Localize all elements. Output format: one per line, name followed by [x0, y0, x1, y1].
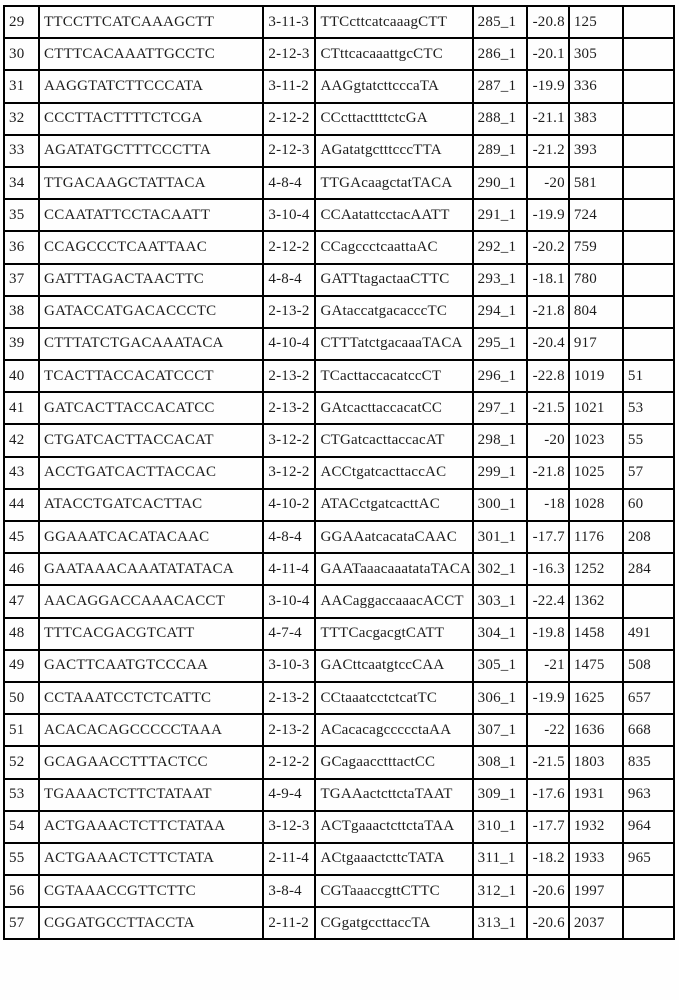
note-cell: 60 [623, 489, 674, 521]
probe-id-cell: 306_1 [473, 682, 527, 714]
sequence-cell: TCACTTACCACATCCCT [39, 360, 263, 392]
row-number-cell: 55 [4, 843, 39, 875]
score-cell: -19.9 [527, 70, 569, 102]
score-cell: -21.5 [527, 746, 569, 778]
pattern-cell: 2-13-2 [263, 682, 315, 714]
note-cell: 835 [623, 746, 674, 778]
pattern-cell: 3-10-4 [263, 585, 315, 617]
masked-sequence-cell: GACttcaatgtccCAA [315, 650, 472, 682]
masked-sequence-cell: AAGgtatcttcccaTA [315, 70, 472, 102]
table-row [4, 231, 674, 263]
score-cell: -20 [527, 424, 569, 456]
score-cell: -19.9 [527, 199, 569, 231]
pattern-cell: 2-13-2 [263, 296, 315, 328]
sequence-cell: GATTTAGACTAACTTC [39, 264, 263, 296]
pattern-cell: 4-10-4 [263, 328, 315, 360]
masked-sequence-cell: ACtgaaactcttcTATA [315, 843, 472, 875]
masked-sequence-cell: TGAAactcttctaTAAT [315, 779, 472, 811]
masked-sequence-cell: TTTCacgacgtCATT [315, 618, 472, 650]
table-row [4, 618, 674, 650]
score-cell: -22.4 [527, 585, 569, 617]
table-row [4, 650, 674, 682]
sequence-cell: TGAAACTCTTCTATAAT [39, 779, 263, 811]
sequence-cell: CGTAAACCGTTCTTC [39, 875, 263, 907]
sequence-cell: ACTGAAACTCTTCTATA [39, 843, 263, 875]
probe-id-cell: 299_1 [473, 457, 527, 489]
score-cell: -20.8 [527, 6, 569, 38]
probe-id-cell: 310_1 [473, 811, 527, 843]
pattern-cell: 2-11-4 [263, 843, 315, 875]
position-cell: 305 [569, 38, 623, 70]
masked-sequence-cell: GGAAatcacataCAAC [315, 521, 472, 553]
probe-id-cell: 295_1 [473, 328, 527, 360]
note-cell [623, 231, 674, 263]
pattern-cell: 2-13-2 [263, 360, 315, 392]
table-row [4, 779, 674, 811]
position-cell: 393 [569, 135, 623, 167]
pattern-cell: 3-12-2 [263, 424, 315, 456]
probe-id-cell: 296_1 [473, 360, 527, 392]
score-cell: -18 [527, 489, 569, 521]
position-cell: 804 [569, 296, 623, 328]
note-cell: 668 [623, 714, 674, 746]
note-cell [623, 328, 674, 360]
table-row [4, 457, 674, 489]
score-cell: -17.7 [527, 811, 569, 843]
pattern-cell: 4-10-2 [263, 489, 315, 521]
row-number-cell: 48 [4, 618, 39, 650]
pattern-cell: 2-12-2 [263, 746, 315, 778]
masked-sequence-cell: GATTtagactaaCTTC [315, 264, 472, 296]
table-row [4, 328, 674, 360]
position-cell: 1252 [569, 553, 623, 585]
position-cell: 1028 [569, 489, 623, 521]
pattern-cell: 2-12-2 [263, 103, 315, 135]
probe-id-cell: 291_1 [473, 199, 527, 231]
pattern-cell: 2-13-2 [263, 714, 315, 746]
note-cell: 55 [623, 424, 674, 456]
table-row [4, 103, 674, 135]
masked-sequence-cell: TTCcttcatcaaagCTT [315, 6, 472, 38]
masked-sequence-cell: CCAatattcctacAATT [315, 199, 472, 231]
score-cell: -20.6 [527, 907, 569, 939]
row-number-cell: 56 [4, 875, 39, 907]
note-cell [623, 585, 674, 617]
position-cell: 1021 [569, 392, 623, 424]
position-cell: 759 [569, 231, 623, 263]
row-number-cell: 44 [4, 489, 39, 521]
row-number-cell: 41 [4, 392, 39, 424]
position-cell: 1023 [569, 424, 623, 456]
probe-id-cell: 307_1 [473, 714, 527, 746]
note-cell: 963 [623, 779, 674, 811]
masked-sequence-cell: CCtaaatcctctcatTC [315, 682, 472, 714]
masked-sequence-cell: TTGAcaagctatTACA [315, 167, 472, 199]
score-cell: -19.8 [527, 618, 569, 650]
note-cell [623, 264, 674, 296]
sequence-cell: GATACCATGACACCCTC [39, 296, 263, 328]
row-number-cell: 32 [4, 103, 39, 135]
score-cell: -20.1 [527, 38, 569, 70]
masked-sequence-cell: CTTTatctgacaaaTACA [315, 328, 472, 360]
row-number-cell: 40 [4, 360, 39, 392]
table-row [4, 585, 674, 617]
row-number-cell: 35 [4, 199, 39, 231]
note-cell: 508 [623, 650, 674, 682]
masked-sequence-cell: ACTgaaactcttctaTAA [315, 811, 472, 843]
row-number-cell: 51 [4, 714, 39, 746]
probe-id-cell: 297_1 [473, 392, 527, 424]
masked-sequence-cell: ACCtgatcacttaccAC [315, 457, 472, 489]
probe-id-cell: 311_1 [473, 843, 527, 875]
score-cell: -17.6 [527, 779, 569, 811]
score-cell: -21.5 [527, 392, 569, 424]
score-cell: -16.3 [527, 553, 569, 585]
table-row [4, 392, 674, 424]
probe-id-cell: 285_1 [473, 6, 527, 38]
sequence-cell: CTTTATCTGACAAATACA [39, 328, 263, 360]
pattern-cell: 2-12-3 [263, 38, 315, 70]
probe-id-cell: 304_1 [473, 618, 527, 650]
masked-sequence-cell: AACaggaccaaacACCT [315, 585, 472, 617]
note-cell [623, 103, 674, 135]
position-cell: 780 [569, 264, 623, 296]
pattern-cell: 2-12-3 [263, 135, 315, 167]
probe-id-cell: 288_1 [473, 103, 527, 135]
sequence-cell: AAGGTATCTTCCCATA [39, 70, 263, 102]
note-cell [623, 135, 674, 167]
probe-id-cell: 293_1 [473, 264, 527, 296]
masked-sequence-cell: ACacacagccccctaAA [315, 714, 472, 746]
sequence-cell: ACTGAAACTCTTCTATAA [39, 811, 263, 843]
table-row [4, 424, 674, 456]
masked-sequence-cell: CCcttacttttctcGA [315, 103, 472, 135]
score-cell: -22.8 [527, 360, 569, 392]
pattern-cell: 2-11-2 [263, 907, 315, 939]
position-cell: 724 [569, 199, 623, 231]
note-cell: 284 [623, 553, 674, 585]
sequence-cell: TTTCACGACGTCATT [39, 618, 263, 650]
sequence-cell: TTCCTTCATCAAAGCTT [39, 6, 263, 38]
position-cell: 383 [569, 103, 623, 135]
position-cell: 1803 [569, 746, 623, 778]
sequence-cell: CCAATATTCCTACAATT [39, 199, 263, 231]
position-cell: 125 [569, 6, 623, 38]
position-cell: 2037 [569, 907, 623, 939]
pattern-cell: 3-12-2 [263, 457, 315, 489]
row-number-cell: 36 [4, 231, 39, 263]
score-cell: -21.2 [527, 135, 569, 167]
sequence-cell: CTGATCACTTACCACAT [39, 424, 263, 456]
note-cell [623, 199, 674, 231]
note-cell: 57 [623, 457, 674, 489]
masked-sequence-cell: CTGatcacttaccacAT [315, 424, 472, 456]
pattern-cell: 3-10-4 [263, 199, 315, 231]
pattern-cell: 4-7-4 [263, 618, 315, 650]
table-row [4, 746, 674, 778]
note-cell: 53 [623, 392, 674, 424]
sequence-cell: CGGATGCCTTACCTA [39, 907, 263, 939]
score-cell: -22 [527, 714, 569, 746]
sequence-cell: CCAGCCCTCAATTAAC [39, 231, 263, 263]
table-row [4, 360, 674, 392]
table-row [4, 714, 674, 746]
row-number-cell: 46 [4, 553, 39, 585]
probe-id-cell: 298_1 [473, 424, 527, 456]
score-cell: -18.2 [527, 843, 569, 875]
row-number-cell: 33 [4, 135, 39, 167]
row-number-cell: 31 [4, 70, 39, 102]
table-row [4, 811, 674, 843]
sequence-cell: CTTTCACAAATTGCCTC [39, 38, 263, 70]
position-cell: 917 [569, 328, 623, 360]
probe-sequence-table-body [4, 6, 674, 939]
position-cell: 1931 [569, 779, 623, 811]
score-cell: -17.7 [527, 521, 569, 553]
table-row [4, 521, 674, 553]
table-row [4, 70, 674, 102]
sequence-cell: GGAAATCACATACAAC [39, 521, 263, 553]
table-row [4, 907, 674, 939]
masked-sequence-cell: GAtaccatgacacccTC [315, 296, 472, 328]
score-cell: -21.8 [527, 296, 569, 328]
pattern-cell: 3-11-3 [263, 6, 315, 38]
position-cell: 336 [569, 70, 623, 102]
table-row [4, 296, 674, 328]
position-cell: 1636 [569, 714, 623, 746]
pattern-cell: 3-10-3 [263, 650, 315, 682]
note-cell [623, 875, 674, 907]
sequence-cell: ACCTGATCACTTACCAC [39, 457, 263, 489]
sequence-cell: ACACACAGCCCCCTAAA [39, 714, 263, 746]
sequence-cell: GATCACTTACCACATCC [39, 392, 263, 424]
position-cell: 1997 [569, 875, 623, 907]
sequence-cell: AACAGGACCAAACACCT [39, 585, 263, 617]
note-cell: 208 [623, 521, 674, 553]
sequence-cell: CCCTTACTTTTCTCGA [39, 103, 263, 135]
row-number-cell: 49 [4, 650, 39, 682]
probe-id-cell: 305_1 [473, 650, 527, 682]
position-cell: 1932 [569, 811, 623, 843]
row-number-cell: 45 [4, 521, 39, 553]
position-cell: 1625 [569, 682, 623, 714]
position-cell: 1019 [569, 360, 623, 392]
score-cell: -18.1 [527, 264, 569, 296]
row-number-cell: 30 [4, 38, 39, 70]
probe-sequence-table [3, 5, 675, 940]
row-number-cell: 54 [4, 811, 39, 843]
probe-id-cell: 300_1 [473, 489, 527, 521]
probe-id-cell: 286_1 [473, 38, 527, 70]
probe-id-cell: 312_1 [473, 875, 527, 907]
probe-id-cell: 308_1 [473, 746, 527, 778]
pattern-cell: 2-13-2 [263, 392, 315, 424]
note-cell [623, 907, 674, 939]
row-number-cell: 52 [4, 746, 39, 778]
note-cell [623, 296, 674, 328]
pattern-cell: 3-8-4 [263, 875, 315, 907]
masked-sequence-cell: CTttcacaaattgcCTC [315, 38, 472, 70]
masked-sequence-cell: CGTaaaccgttCTTC [315, 875, 472, 907]
row-number-cell: 39 [4, 328, 39, 360]
note-cell: 964 [623, 811, 674, 843]
table-row [4, 843, 674, 875]
note-cell [623, 167, 674, 199]
position-cell: 581 [569, 167, 623, 199]
sequence-cell: AGATATGCTTTCCCTTA [39, 135, 263, 167]
note-cell [623, 6, 674, 38]
note-cell: 51 [623, 360, 674, 392]
pattern-cell: 4-8-4 [263, 167, 315, 199]
position-cell: 1176 [569, 521, 623, 553]
probe-id-cell: 294_1 [473, 296, 527, 328]
position-cell: 1933 [569, 843, 623, 875]
probe-id-cell: 292_1 [473, 231, 527, 263]
pattern-cell: 4-8-4 [263, 264, 315, 296]
probe-id-cell: 303_1 [473, 585, 527, 617]
score-cell: -19.9 [527, 682, 569, 714]
pattern-cell: 4-11-4 [263, 553, 315, 585]
masked-sequence-cell: ATACctgatcacttAC [315, 489, 472, 521]
probe-id-cell: 302_1 [473, 553, 527, 585]
score-cell: -20.6 [527, 875, 569, 907]
pattern-cell: 3-11-2 [263, 70, 315, 102]
pattern-cell: 2-12-2 [263, 231, 315, 263]
probe-id-cell: 287_1 [473, 70, 527, 102]
masked-sequence-cell: GCagaacctttactCC [315, 746, 472, 778]
score-cell: -20.4 [527, 328, 569, 360]
position-cell: 1458 [569, 618, 623, 650]
pattern-cell: 4-9-4 [263, 779, 315, 811]
row-number-cell: 42 [4, 424, 39, 456]
note-cell: 657 [623, 682, 674, 714]
score-cell: -20.2 [527, 231, 569, 263]
masked-sequence-cell: GAATaaacaaatataTACA [315, 553, 472, 585]
masked-sequence-cell: GAtcacttaccacatCC [315, 392, 472, 424]
sequence-cell: GAATAAACAAATATATACA [39, 553, 263, 585]
row-number-cell: 47 [4, 585, 39, 617]
masked-sequence-cell: CGgatgccttaccTA [315, 907, 472, 939]
probe-id-cell: 290_1 [473, 167, 527, 199]
note-cell: 491 [623, 618, 674, 650]
table-row [4, 199, 674, 231]
note-cell [623, 38, 674, 70]
score-cell: -21.1 [527, 103, 569, 135]
row-number-cell: 57 [4, 907, 39, 939]
masked-sequence-cell: AGatatgctttcccTTA [315, 135, 472, 167]
table-row [4, 875, 674, 907]
score-cell: -21.8 [527, 457, 569, 489]
row-number-cell: 29 [4, 6, 39, 38]
masked-sequence-cell: TCacttaccacatccCT [315, 360, 472, 392]
score-cell: -21 [527, 650, 569, 682]
sequence-cell: GACTTCAATGTCCCAA [39, 650, 263, 682]
sequence-cell: TTGACAAGCTATTACA [39, 167, 263, 199]
table-row [4, 264, 674, 296]
pattern-cell: 4-8-4 [263, 521, 315, 553]
masked-sequence-cell: CCagccctcaattaAC [315, 231, 472, 263]
sequence-cell: GCAGAACCTTTACTCC [39, 746, 263, 778]
probe-id-cell: 289_1 [473, 135, 527, 167]
pattern-cell: 3-12-3 [263, 811, 315, 843]
table-row [4, 489, 674, 521]
table-row [4, 135, 674, 167]
position-cell: 1475 [569, 650, 623, 682]
row-number-cell: 34 [4, 167, 39, 199]
row-number-cell: 53 [4, 779, 39, 811]
note-cell [623, 70, 674, 102]
row-number-cell: 43 [4, 457, 39, 489]
score-cell: -20 [527, 167, 569, 199]
position-cell: 1362 [569, 585, 623, 617]
table-row [4, 682, 674, 714]
probe-id-cell: 309_1 [473, 779, 527, 811]
table-row [4, 38, 674, 70]
probe-id-cell: 301_1 [473, 521, 527, 553]
row-number-cell: 37 [4, 264, 39, 296]
row-number-cell: 38 [4, 296, 39, 328]
table-row [4, 167, 674, 199]
sequence-cell: ATACCTGATCACTTAC [39, 489, 263, 521]
table-row [4, 6, 674, 38]
row-number-cell: 50 [4, 682, 39, 714]
note-cell: 965 [623, 843, 674, 875]
table-row [4, 553, 674, 585]
sequence-cell: CCTAAATCCTCTCATTC [39, 682, 263, 714]
position-cell: 1025 [569, 457, 623, 489]
probe-id-cell: 313_1 [473, 907, 527, 939]
